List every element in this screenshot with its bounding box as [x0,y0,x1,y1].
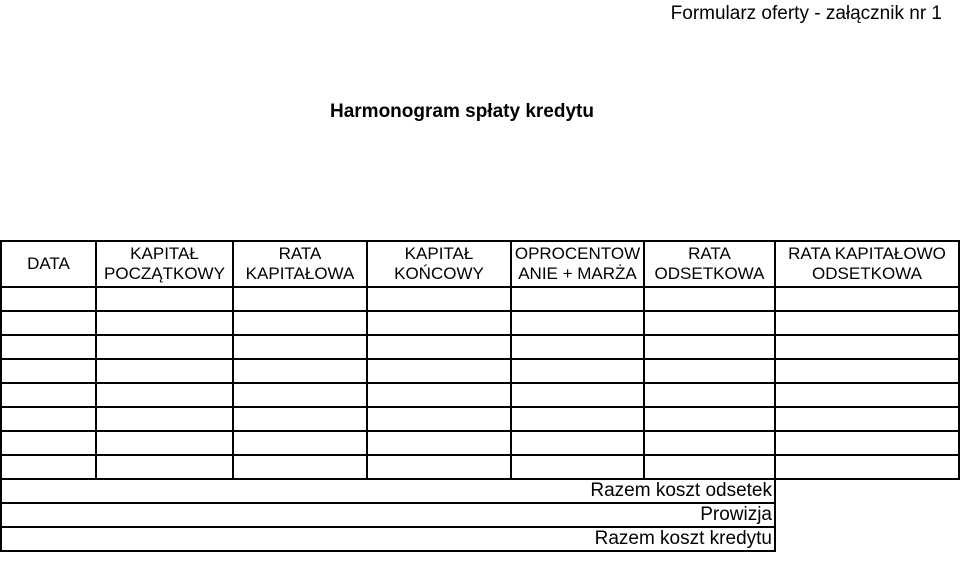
table-cell[interactable] [644,335,775,359]
table-cell[interactable] [233,431,367,455]
table-cell[interactable] [644,455,775,479]
document-title: Harmonogram spłaty kredytu [330,101,594,122]
table-cell[interactable] [96,383,233,407]
summary-row-commission [1,503,959,527]
table-row [1,383,959,407]
total-interest-label: Razem koszt odsetek [1,479,775,503]
commission-label: Prowizja [1,503,775,527]
table-cell[interactable] [775,407,959,431]
table-row [1,287,959,311]
table-cell[interactable] [511,359,644,383]
table-row [1,335,959,359]
table-cell[interactable] [511,431,644,455]
table-cell[interactable] [511,407,644,431]
table-cell[interactable] [511,383,644,407]
column-header-interest-margin: OPROCENTOW ANIE + MARŻA [511,241,644,287]
table-cell[interactable] [233,455,367,479]
table-cell[interactable] [1,431,96,455]
table-cell[interactable] [367,431,511,455]
commission-blank [775,503,959,527]
table-cell[interactable] [644,431,775,455]
table-cell[interactable] [1,359,96,383]
table-cell[interactable] [96,335,233,359]
table-header-row [1,241,959,287]
table-cell[interactable] [96,287,233,311]
table-cell[interactable] [233,287,367,311]
schedule-body [1,287,959,479]
table-cell[interactable] [775,359,959,383]
table-cell[interactable] [1,383,96,407]
table-cell[interactable] [96,407,233,431]
repayment-schedule-table [0,240,958,552]
summary-row-total-interest [1,479,959,503]
table-cell[interactable] [233,407,367,431]
table-cell[interactable] [233,335,367,359]
table-cell[interactable] [1,287,96,311]
table-cell[interactable] [775,287,959,311]
total-credit-cost-blank [775,527,959,551]
table-cell[interactable] [644,311,775,335]
table-cell[interactable] [511,455,644,479]
table-cell[interactable] [775,383,959,407]
table-cell[interactable] [96,455,233,479]
column-header-total-installment: RATA KAPITAŁOWO ODSETKOWA [775,241,959,287]
table-cell[interactable] [96,359,233,383]
table-row [1,407,959,431]
column-header-date: DATA [1,241,96,287]
table-cell[interactable] [96,311,233,335]
table-cell[interactable] [775,335,959,359]
column-header-capital-installment: RATA KAPITAŁOWA [233,241,367,287]
table-cell[interactable] [644,383,775,407]
attachment-label: Formularz oferty - załącznik nr 1 [670,3,942,24]
table-cell[interactable] [367,311,511,335]
table-cell[interactable] [1,311,96,335]
table-cell[interactable] [511,287,644,311]
table-row [1,431,959,455]
table-cell[interactable] [1,407,96,431]
summary-row-total-credit-cost [1,527,959,551]
table-cell[interactable] [367,407,511,431]
table-cell[interactable] [367,383,511,407]
table-cell[interactable] [367,359,511,383]
table-row [1,311,959,335]
column-header-interest-installment: RATA ODSETKOWA [644,241,775,287]
table-cell[interactable] [775,455,959,479]
column-header-initial-capital: KAPITAŁ POCZĄTKOWY [96,241,233,287]
table-cell[interactable] [1,335,96,359]
table-row [1,455,959,479]
table-cell[interactable] [511,335,644,359]
table-cell[interactable] [511,311,644,335]
table-cell[interactable] [233,359,367,383]
table-cell[interactable] [96,431,233,455]
total-credit-cost-label: Razem koszt kredytu [1,527,775,551]
table-cell[interactable] [233,311,367,335]
total-interest-blank [775,479,959,503]
table-cell[interactable] [367,287,511,311]
table-cell[interactable] [367,335,511,359]
column-header-final-capital: KAPITAŁ KOŃCOWY [367,241,511,287]
table-cell[interactable] [775,431,959,455]
table-cell[interactable] [367,455,511,479]
table-cell[interactable] [644,407,775,431]
table-cell[interactable] [1,455,96,479]
table-cell[interactable] [644,359,775,383]
table-cell[interactable] [644,287,775,311]
table-cell[interactable] [775,311,959,335]
table-cell[interactable] [233,383,367,407]
table-row [1,359,959,383]
